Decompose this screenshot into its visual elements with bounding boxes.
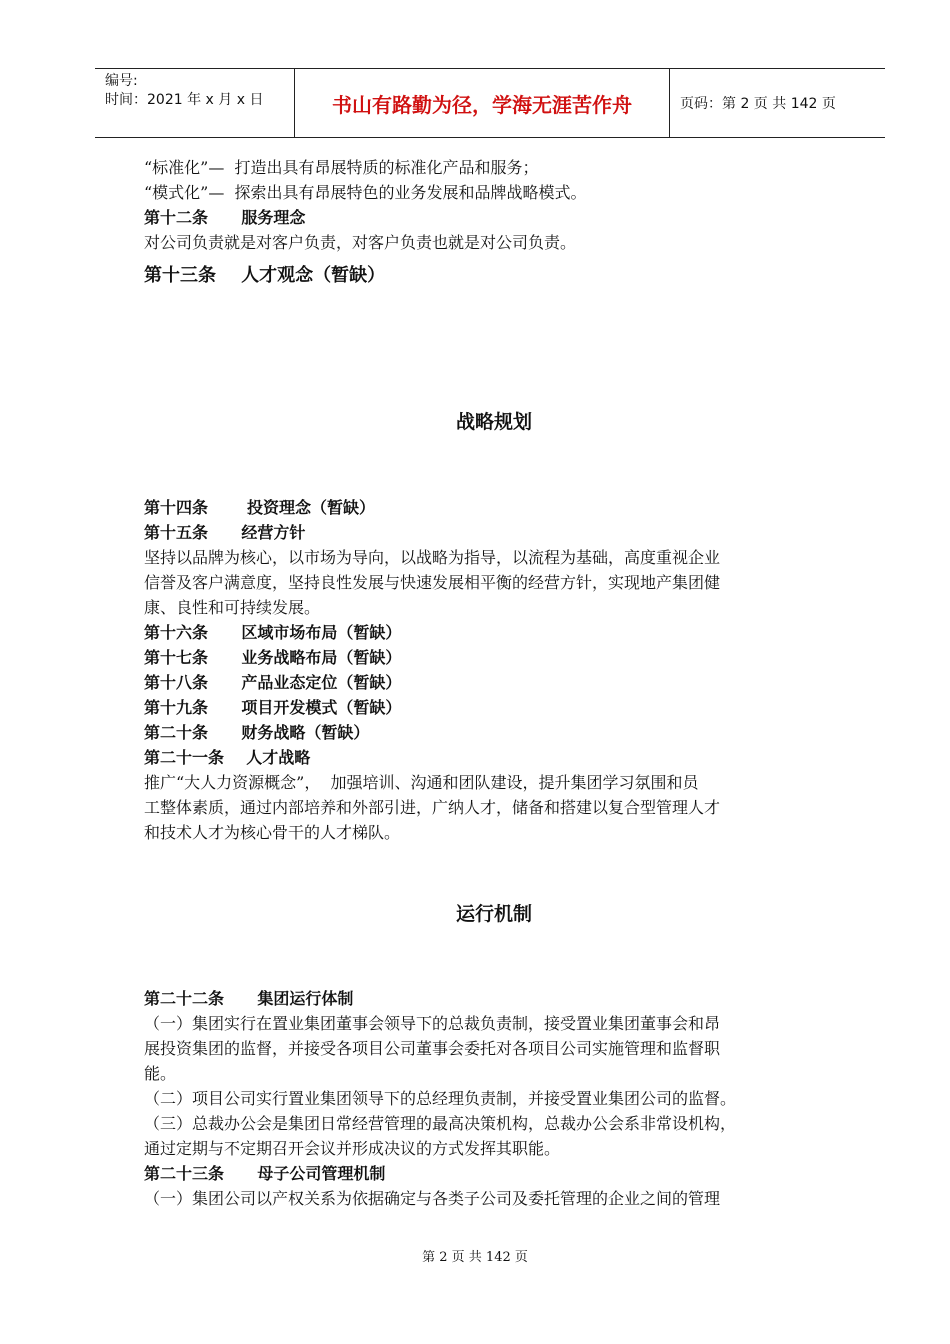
article-heading: 第十六条 区域市场布局（暂缺） — [144, 623, 402, 642]
header-time: 时间：2021 年 x 月 x 日 — [105, 92, 264, 108]
paragraph: （一）集团实行在置业集团董事会领导下的总裁负责制，接受置业集团董事会和昂 — [144, 1014, 721, 1033]
paragraph: 信誉及客户满意度，坚持良性发展与快速发展相平衡的经营方针，实现地产集团健 — [144, 573, 721, 592]
article-heading: 第十二条 服务理念 — [144, 208, 306, 227]
article-heading: 第十九条 项目开发模式（暂缺） — [144, 698, 402, 717]
document-body — [144, 155, 844, 1211]
header-code: 编号: — [105, 73, 138, 89]
article-heading: 第十三条 人才观念（暂缺） — [144, 265, 386, 286]
paragraph: （二）项目公司实行置业集团领导下的总经理负责制，并接受置业集团公司的监督。 — [144, 1089, 737, 1108]
paragraph: （一）集团公司以产权关系为依据确定与各类子公司及委托管理的企业之间的管理 — [144, 1189, 721, 1208]
page-header — [95, 68, 885, 138]
header-page-info: 页码：第 2 页 共 142 页 — [680, 96, 836, 112]
paragraph: 对公司负责就是对客户负责，对客户负责也就是对公司负责。 — [144, 233, 577, 252]
paragraph: 推广“大人力资源概念”， 加强培训、沟通和团队建设，提升集团学习氛围和员 — [144, 773, 699, 792]
page-footer: 第 2 页 共 142 页 — [422, 1250, 528, 1265]
paragraph: 能。 — [144, 1064, 177, 1083]
paragraph: 展投资集团的监督，并接受各项目公司董事会委托对各项目公司实施管理和监督职 — [144, 1039, 721, 1058]
paragraph: （三）总裁办公会是集团日常经营管理的最高决策机构，总裁办公会系非常设机构， — [144, 1114, 737, 1133]
header-meta — [95, 69, 295, 137]
paragraph: 通过定期与不定期召开会议并形成决议的方式发挥其职能。 — [144, 1139, 561, 1158]
paragraph: “模式化”— 探索出具有昂展特色的业务发展和品牌战略模式。 — [144, 183, 587, 202]
paragraph: 和技术人才为核心骨干的人才梯队。 — [144, 823, 401, 842]
article-heading: 第二十三条 母子公司管理机制 — [144, 1164, 386, 1183]
section-title: 运行机制 — [455, 903, 532, 925]
article-heading: 第十七条 业务战略布局（暂缺） — [144, 648, 402, 667]
header-motto: 书山有路勤为径，学海无涯苦作舟 — [295, 69, 670, 137]
article-heading: 第十五条 经营方针 — [144, 523, 306, 542]
article-heading: 第十八条 产品业态定位（暂缺） — [144, 673, 402, 692]
paragraph: “标准化”— 打造出具有昂展特质的标准化产品和服务； — [144, 158, 539, 177]
section-title: 战略规划 — [455, 411, 532, 433]
paragraph: 康、良性和可持续发展。 — [144, 598, 321, 617]
article-heading: 第二十二条 集团运行体制 — [144, 989, 354, 1008]
paragraph: 工整体素质，通过内部培养和外部引进，广纳人才，储备和搭建以复合型管理人才 — [144, 798, 721, 817]
paragraph: 坚持以品牌为核心，以市场为导向，以战略为指导，以流程为基础，高度重视企业 — [144, 548, 721, 567]
article-heading: 第二十条 财务战略（暂缺） — [144, 723, 370, 742]
article-heading: 第二十一条 人才战略 — [144, 748, 311, 767]
article-heading: 第十四条 投资理念（暂缺） — [144, 498, 375, 517]
